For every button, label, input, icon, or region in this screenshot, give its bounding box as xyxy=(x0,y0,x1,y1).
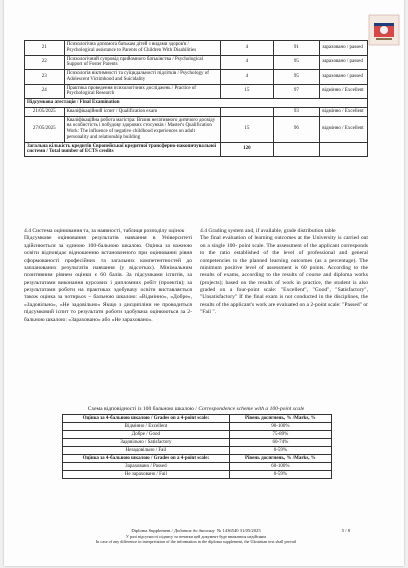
grade-range: 60-74% xyxy=(229,439,331,447)
grading-body-en: The final evaluation of learning outcomes at the University is carried out on a single 100- point scale. The assessment of the applicant corresponds to the ratio established of the level of professional and general competencies to the planned learning outcomes (as a percentage). The minimum positive level of assessment is 60 points. According to the results of exams, according to the results of course and diploma works (projects); based on the results of work in practice, the student is also graded on a four-point scale: "Excellent", "Good", "Satisfactory", "Unsatisfactory" If the final exam is not conducted in the disciplines, the results of the applicant's work are evaluated on a 2-point scale: "Passed" or "Fail ". xyxy=(200,235,368,316)
course-name: Психологія віктимності та суїцидальності підлітків / Psychology of Adolescent Victimhood and Suicidality xyxy=(64,70,221,85)
grade-name: Задовільно / Satisfactory xyxy=(63,439,230,447)
grade-range: 90-100% xyxy=(229,423,331,431)
course-score: 95 xyxy=(273,55,320,70)
course-credits: 4 xyxy=(221,55,273,70)
course-credits: 4 xyxy=(221,70,273,85)
course-score: 95 xyxy=(273,70,320,85)
exam-grade: відмінно / Excellent xyxy=(320,116,368,142)
courses-table xyxy=(24,40,368,157)
grading-body-ua: Підсумкове оцінювання результатів навчання в Університеті здійснюється за єдиною 100-бальною шкалою. Оцінка за кожною освіти відповідає відношенню встановленого при оцінюванні рівня сформованості професійних та загальних компетентностей до запланованих результатів навчання (у відсотках). Мінімальним позитивним рівнем оцінки є 60 балів. За підсумками іспитів, за результатами виконання курсових і дипломних робіт (проектів); за результатами роботи на практиках здобувачу освіти виставляється також оцінка за чотирьох – бальною шкалою: «Відмінно», «Добре», «Задовільно», «Не задовільно» Якщо з дисципліни не проводиться підсумковий іспит то результати роботи здобувача оцінюються за 2-бальною шкалою: «Зараховано» або «Не зараховано». xyxy=(24,235,192,323)
university-seal-icon xyxy=(368,14,400,46)
table-row xyxy=(25,84,368,99)
grading-text-english xyxy=(200,228,368,317)
total-row xyxy=(25,142,368,157)
page-footer xyxy=(24,528,368,544)
grade-range: 0-59% xyxy=(229,447,331,455)
grade-name: Зараховано / Passed xyxy=(63,463,230,471)
row-number: 23 xyxy=(25,70,65,85)
total-credits: 120 xyxy=(221,142,273,157)
course-grade: зараховано / passed xyxy=(320,70,368,85)
course-credits: 4 xyxy=(221,41,273,56)
course-credits: 15 xyxy=(221,84,273,99)
final-exam-heading: Підсумкова атестація / Final Examination xyxy=(25,99,368,108)
row-number: 22 xyxy=(25,55,65,70)
course-score: 97 xyxy=(273,84,320,99)
grade-scale-header: Оцінка за 4-бальною шкалою / Grades on a 4-point scale: xyxy=(63,455,230,463)
exam-score: 96 xyxy=(273,116,320,142)
grading-text-ukrainian xyxy=(24,228,192,324)
grade-name: Незадовільно / Fail xyxy=(63,447,230,455)
footer-note-en: In case of any difference in interpretation of the information in the diploma supplement, the Ukrainian text shall prevail xyxy=(95,538,297,544)
exam-name: Кваліфікаційна робота магістра: Вплив негативного дитячого досвіду на особистість і побудову здорових стосунків / Master's Qualification Work: The influence of negative childhood experiences on adult personality and relationship building xyxy=(64,116,221,142)
row-number: 21 xyxy=(25,41,65,56)
row-number: 24 xyxy=(25,84,65,99)
table-row xyxy=(25,70,368,85)
grade-row xyxy=(63,463,332,471)
grade-correspondence-table xyxy=(62,414,332,479)
grade-row xyxy=(63,431,332,439)
grade-range: 60-100% xyxy=(229,463,331,471)
grade-header-row xyxy=(63,415,332,423)
page-number: 5 / 8 xyxy=(341,528,350,533)
grade-scale-header: Оцінка за 4-бальною шкалою / Grades on a 4-point scale: xyxy=(63,415,230,423)
course-score: 91 xyxy=(273,41,320,56)
course-grade: зараховано / passed xyxy=(320,41,368,56)
exam-credits xyxy=(221,107,273,116)
grade-range: 75-89% xyxy=(229,431,331,439)
course-grade: відмінно / Excellent xyxy=(320,84,368,99)
total-label: Загальна кількість кредитів Європейської кредитної трансферно-накопичувальної системи / Total number of ECTS credits xyxy=(25,142,221,157)
grade-row xyxy=(63,447,332,455)
table-row xyxy=(25,55,368,70)
course-grade: зараховано / passed xyxy=(320,55,368,70)
grade-name: Не зараховано / Fail xyxy=(63,471,230,479)
marks-percent-header: Рівень досягнень, % /Marks, % xyxy=(229,415,331,423)
grade-row xyxy=(63,471,332,479)
exam-grade: відмінно / Excellent xyxy=(320,107,368,116)
grade-name: Відмінно / Excellent xyxy=(63,423,230,431)
section-row xyxy=(25,99,368,108)
table-row xyxy=(25,116,368,142)
exam-credits: 15 xyxy=(221,116,273,142)
footer-doc-line: Diploma Supplement / Додаток до диплому № 1436540 31/05/2025 xyxy=(131,528,261,533)
course-name: Психологічний супровід прийомного батьківства / Psychological Support of Foster Parents xyxy=(64,55,221,70)
correspondence-caption: Схема відповідності із 100 бальною шкалою / Correspondence scheme with a 100-point scale xyxy=(87,406,305,412)
grading-heading-en: 4.4 Grading system and, if available, grade distribution table xyxy=(200,228,336,234)
footer-note-ua: У разі відсутності підпису та печатки цей документ буде вважатися недійсним xyxy=(126,533,266,539)
grade-header-row xyxy=(63,455,332,463)
course-name: Практика проведення психологічних досліджень / Practice of Psychological Research xyxy=(64,84,221,99)
exam-score: 93 xyxy=(273,107,320,116)
table-row xyxy=(25,41,368,56)
document-page xyxy=(4,0,404,566)
grade-row xyxy=(63,423,332,431)
exam-date: 21/05/2025 xyxy=(25,107,65,116)
exam-date: 27/05/2025 xyxy=(25,116,65,142)
grade-range: 0-59% xyxy=(229,471,331,479)
grade-row xyxy=(63,439,332,447)
grading-heading-ua: 4.4 Система оцінювання та, за наявності, таблиця розподілу оцінок xyxy=(24,228,185,234)
table-row xyxy=(25,107,368,116)
grade-name: Добре / Good xyxy=(63,431,230,439)
exam-name: Кваліфікаційний іспит / Qualification exam xyxy=(64,107,221,116)
course-name: Психологічна допомога батькам дітей з видами здоров'я / Psychological assistance to Parents of Children With Disabilities xyxy=(64,41,221,56)
marks-percent-header: Рівень досягнень, % /Marks, % xyxy=(229,455,331,463)
